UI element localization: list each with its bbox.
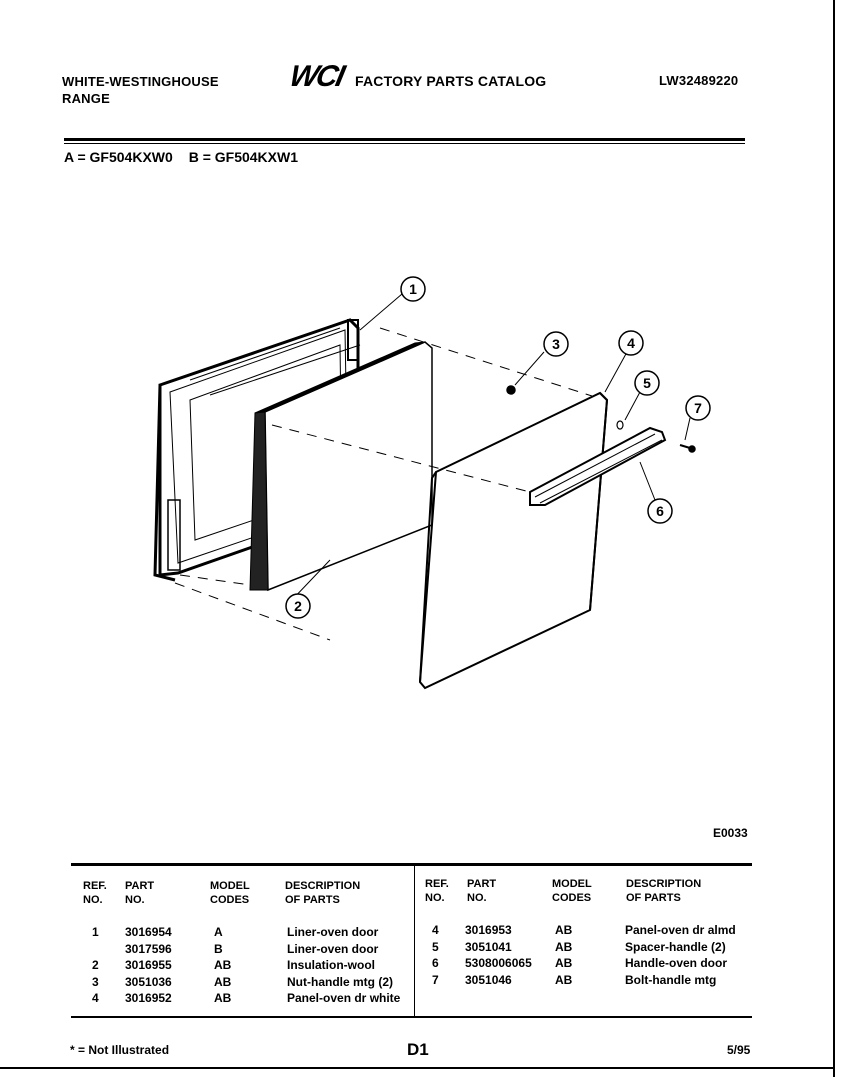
- header-desc-right: DESCRIPTION OF PARTS: [626, 878, 702, 904]
- callout-6: 6: [656, 503, 664, 519]
- right-model-column: [555, 922, 572, 988]
- table-cell: Panel-oven dr white: [287, 991, 401, 1005]
- header-ref-right: REF. NO.: [425, 878, 449, 904]
- table-cell: 3051046: [465, 972, 512, 987]
- catalog-title: FACTORY PARTS CATALOG: [355, 73, 547, 89]
- table-cell: 4: [92, 991, 99, 1005]
- table-cell: Spacer-handle (2): [625, 939, 726, 954]
- table-cell: AB: [555, 923, 573, 937]
- page-number: D1: [407, 1040, 429, 1059]
- table-cell: AB: [214, 958, 232, 972]
- print-date: 5/95: [727, 1043, 751, 1057]
- table-bottom-rule: [71, 1016, 752, 1018]
- header-part-right: PART NO.: [467, 878, 497, 904]
- table-cell: A: [214, 925, 223, 939]
- table-cell: 3016952: [125, 991, 172, 1005]
- product-type: RANGE: [62, 91, 110, 106]
- table-cell: AB: [555, 956, 573, 970]
- table-cell: Bolt-handle mtg: [625, 972, 717, 987]
- table-cell: Liner-oven door: [287, 941, 379, 956]
- diagram-code: E0033: [713, 826, 748, 840]
- model-b: B = GF504KXW1: [188, 149, 299, 165]
- left-ref-column: [92, 924, 99, 1007]
- table-cell: 2: [92, 958, 99, 972]
- wci-logo: WCI: [286, 60, 346, 93]
- table-cell: Liner-oven door: [287, 925, 379, 939]
- header-model-left: MODEL CODES: [210, 880, 250, 906]
- table-cell: AB: [555, 939, 573, 954]
- bolt-handle-part: [680, 445, 695, 452]
- table-cell: 5308006065: [465, 956, 532, 970]
- table-top-rule: [71, 863, 752, 866]
- table-cell: 6: [432, 956, 439, 970]
- callout-2: 2: [294, 598, 302, 614]
- table-cell: Insulation-wool: [287, 958, 375, 972]
- left-part-column: [125, 924, 172, 1007]
- header-ref-left: REF. NO.: [83, 880, 107, 906]
- table-cell: 1: [92, 925, 99, 939]
- right-desc-column: [625, 922, 736, 988]
- left-desc-column: [287, 924, 400, 1007]
- callout-7: 7: [694, 400, 702, 416]
- header-part-left: PART NO.: [125, 880, 155, 906]
- table-cell: 3016953: [465, 923, 512, 937]
- table-cell: [92, 941, 99, 958]
- table-cell: AB: [214, 974, 232, 989]
- callout-1: 1: [409, 281, 417, 297]
- header-model-right: MODEL CODES: [552, 878, 592, 904]
- table-cell: Nut-handle mtg (2): [287, 974, 393, 989]
- footnote: * = Not Illustrated: [70, 1043, 170, 1057]
- table-cell: Handle-oven door: [625, 956, 728, 970]
- spacer-handle-part: [617, 421, 623, 429]
- table-cell: 3016954: [125, 925, 172, 939]
- callout-3: 3: [552, 336, 560, 352]
- table-divider: [414, 866, 415, 1016]
- table-cell: Panel-oven dr almd: [625, 923, 736, 937]
- panel-oven-door-part: [420, 393, 607, 688]
- brand-name: WHITE-WESTINGHOUSE: [62, 74, 219, 89]
- table-cell: 3017596: [125, 941, 172, 956]
- right-ref-column: [432, 922, 439, 988]
- callout-5: 5: [643, 375, 651, 391]
- table-cell: 4: [432, 923, 439, 937]
- left-model-column: [214, 924, 231, 1007]
- table-cell: 3016955: [125, 958, 172, 972]
- table-cell: AB: [214, 991, 232, 1005]
- model-a: A = GF504KXW0: [64, 149, 173, 165]
- table-cell: 3051036: [125, 974, 172, 989]
- nut-handle-part: [507, 386, 515, 394]
- header-desc-left: DESCRIPTION OF PARTS: [285, 880, 361, 906]
- catalog-number: LW32489220: [659, 73, 739, 88]
- table-cell: 7: [432, 972, 439, 987]
- right-part-column: [465, 922, 532, 988]
- table-cell: B: [214, 941, 223, 956]
- callout-4: 4: [627, 335, 635, 351]
- table-cell: 5: [432, 939, 439, 954]
- table-cell: AB: [555, 972, 573, 987]
- table-cell: 3051041: [465, 939, 512, 954]
- table-cell: 3: [92, 974, 99, 989]
